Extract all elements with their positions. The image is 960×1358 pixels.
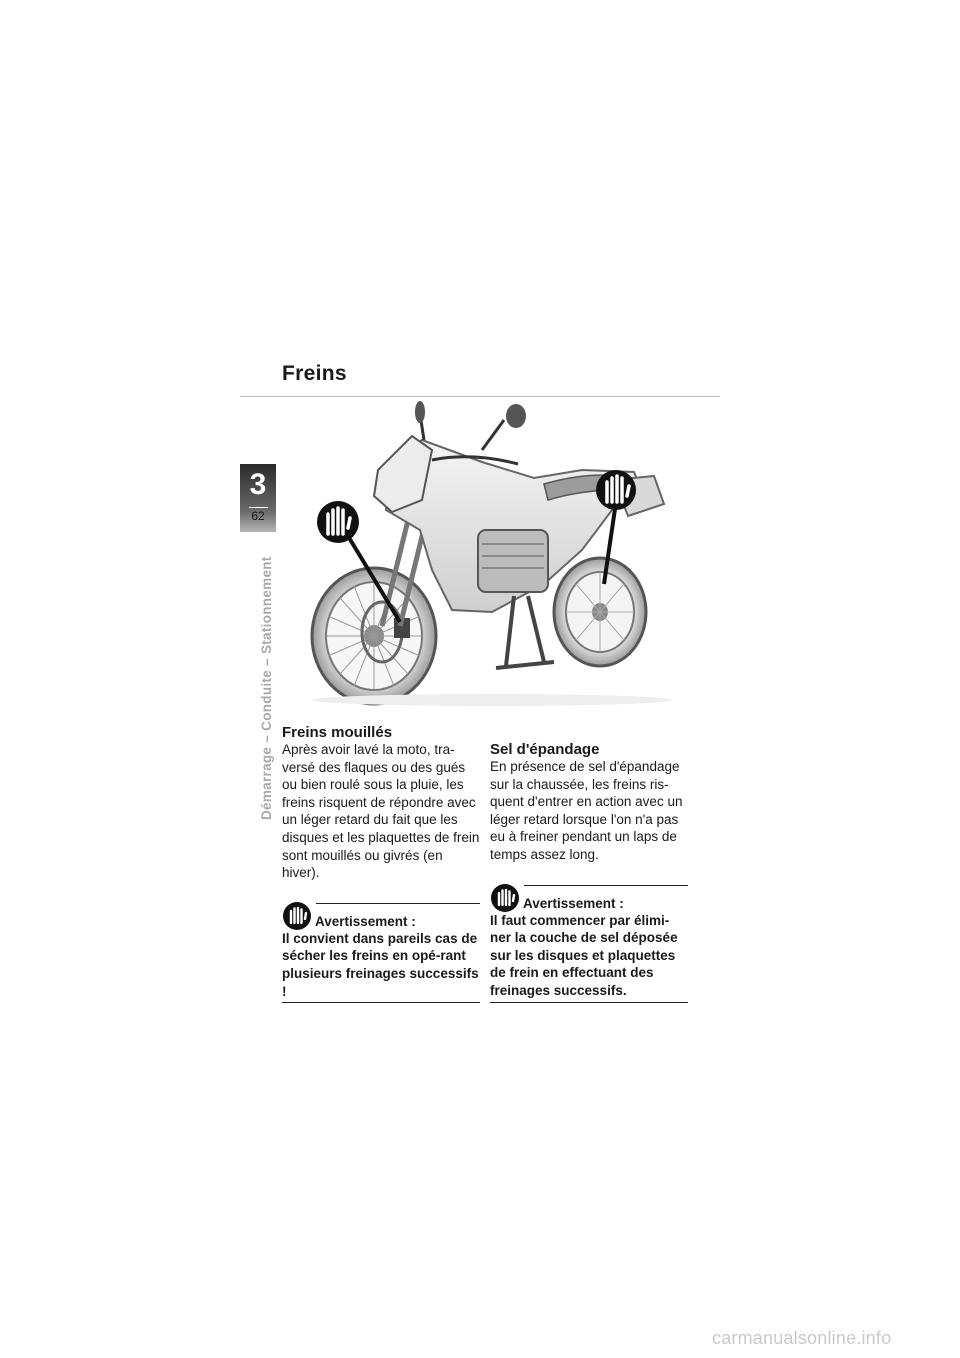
warning-bottom-divider — [490, 1002, 688, 1003]
hand-warning-icon — [282, 901, 312, 931]
front-wheel — [312, 568, 436, 704]
section-body: En présence de sel d'épandage sur la chaussée, les freins ris-quent d'entrer en action avec un léger retard lorsque l'on n'a pas eu à freiner pendant un laps de temps assez long. — [490, 759, 683, 862]
warning-divider — [524, 885, 688, 886]
page-title: Freins — [282, 362, 347, 385]
warning-bottom-divider — [282, 1002, 480, 1003]
rear-wheel — [554, 558, 646, 666]
watermark: carmanualsonline.info — [712, 1328, 892, 1348]
warning-divider — [316, 903, 480, 904]
warning-box — [490, 883, 688, 1003]
section-heading: Sel d'épandage — [490, 741, 600, 758]
section-heading: Freins mouillés — [282, 724, 393, 741]
warning-title: Avertissement : — [523, 895, 624, 911]
chapter-number: 3 — [249, 468, 267, 501]
section-wet-brakes — [282, 724, 480, 1003]
chapter-side-title: Démarrage – Conduite – Stationnement — [259, 556, 274, 820]
page-number: 62 — [251, 509, 265, 523]
center-stand — [496, 596, 554, 668]
hand-warning-icon — [596, 470, 636, 510]
warning-box — [282, 901, 480, 1003]
section-road-salt — [490, 741, 688, 1003]
title-divider — [240, 396, 720, 397]
hand-warning-icon — [317, 501, 359, 543]
warning-title: Avertissement : — [315, 913, 416, 929]
section-body: Après avoir lavé la moto, tra-versé des flaques ou des gués ou bien roulé sous la pluie, les freins risquent de répondre avec un léger retard du fait que les disques et les plaquettes de frein sont mouillés ou givrés (en hiver). — [282, 742, 480, 881]
motorcycle-illustration — [282, 400, 702, 710]
warning-text: Il convient dans pareils cas de sécher les freins en opé-rant plusieurs freinages successifs ! — [282, 930, 479, 999]
hand-warning-icon — [490, 883, 520, 913]
warning-text: Il faut commencer par élimi-ner la couche de sel déposée sur les disques et plaquettes de frein en effectuant des freinages successifs. — [490, 912, 678, 998]
chapter-tab-divider — [249, 507, 268, 508]
engine — [478, 530, 548, 592]
